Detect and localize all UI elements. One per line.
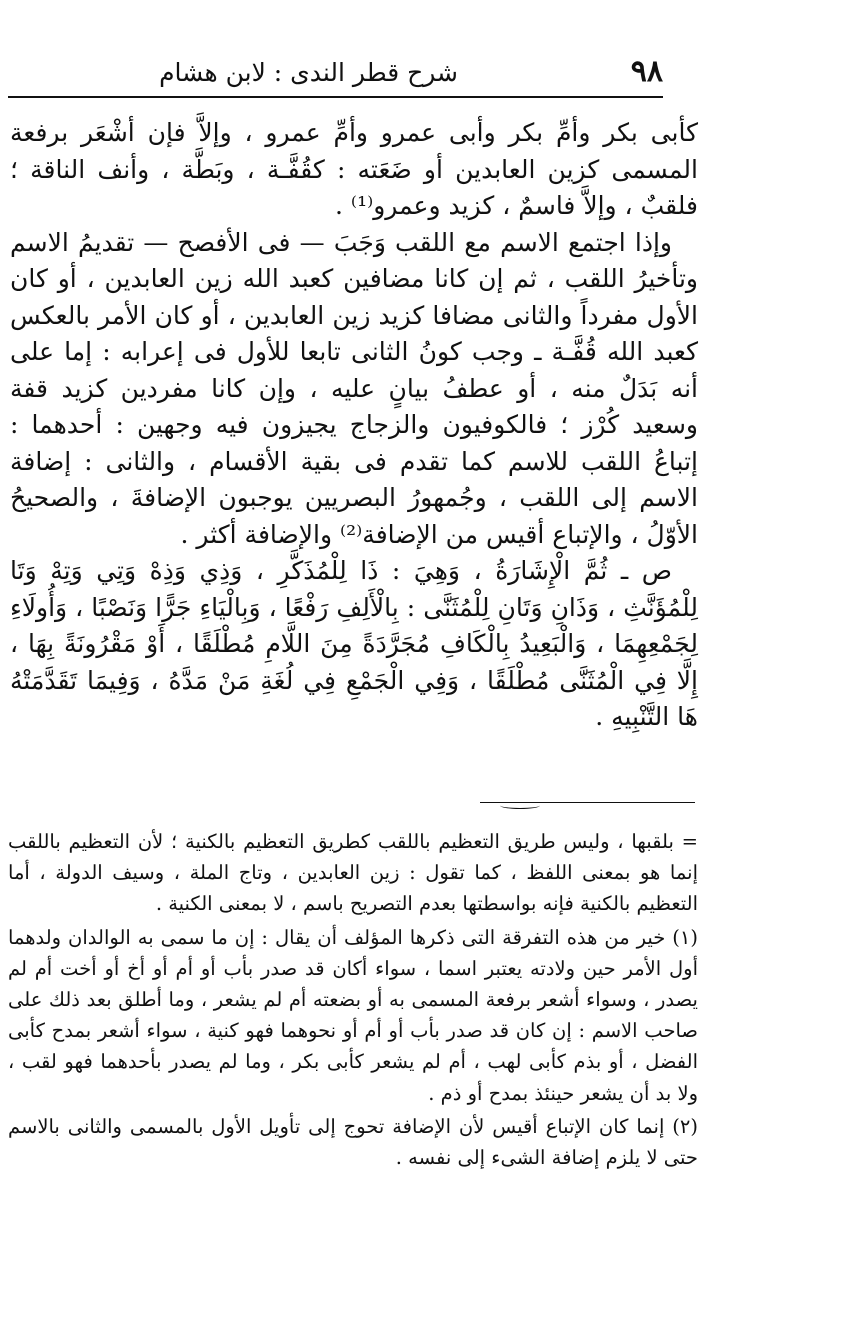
paragraph-demonstratives-text: ص ـ ثُمَّ الْإِشَارَةُ ، وَهِيَ : ذَا لِلْمُذَكَّرِ ، وَذِي وَذِهْ وَتِي وَتِهْ وَتَا لِلْمُؤَنَّثِ ، وَذَانِ وَتَانِ لِلْمُثَنَّى : بِالْأَلِفِ رَفْعًا ، وَبِالْيَاءِ جَرًّا وَنَصْبًا ، وَأُولَاءِ لِجَمْعِهِمَا ، وَالْبَعِيدُ بِالْكَافِ مُجَرَّدَةً مِنَ اللَّامِ مُطْلَقًا ، أَوْ مَقْرُونَةً بِهَا ، إِلَّا فِي الْمُثَنَّى مُطْلَقًا ، وَفِي الْجَمْعِ فِي لُغَةِ مَنْ مَدَّهُ ، وَفِيمَا تَقَدَّمَتْهُ هَا التَّنْبِيهِ . bbox=[10, 556, 698, 731]
paragraph-names-definition: كأبى بكر وأمِّ بكر وأبى عمرو وأمِّ عمرو ، وإلاَّ فإن أشْعَر برفعة المسمى كزين العابدين أو ضَعَته : كقُفَّـة ، وبَطَّة ، وأنف الناقة ؛ فلقبٌ ، وإلاَّ فاسمٌ ، كزيد وعمرو⁽¹⁾ . bbox=[10, 118, 698, 220]
footnote-separator-ornament bbox=[500, 802, 540, 809]
footnote-2: (٢) إنما كان الإتباع أقيس لأن الإضافة تحوج إلى تأويل الأول بالمسمى والثانى بالاسم حتى لا يلزم إضافة الشىء إلى نفسه . bbox=[8, 1114, 698, 1170]
page-header bbox=[8, 52, 663, 98]
paragraph-name-and-title: وإذا اجتمع الاسم مع اللقب وَجَبَ — فى الأفصح — تقديمُ الاسم وتأخيرُ اللقب ، ثم إن كانا مضافين كعبد الله زين العابدين ، أو كان الأول مفرداً والثانى مضافا كزيد زين العابدين ، أو كان الأمر بالعكس كعبد الله قُفَّـة ـ وجب كونُ الثانى تابعا للأول فى إعرابه : إما على أنه بَدَلٌ منه ، أو عطفُ بيانٍ عليه ، وإن كانا مفردين كزيد قفة وسعيد كُرْز ؛ فالكوفيون والزجاج يجيزون فيه وجهين : أحدهما : إتباعُ اللقب للاسم كما تقدم فى بقية الأقسام ، والثانى : إضافة الاسم إلى اللقب ، وجُمهورُ البصريين يوجبون الإضافةَ ، والصحيحُ الأوّلُ ، والإتباع أقيس من الإضافة⁽²⁾ والإضافة أكثر . bbox=[10, 227, 698, 549]
page-number: ٩٨ bbox=[630, 54, 663, 89]
running-title: شرح قطر الندى : لابن هشام bbox=[159, 58, 458, 87]
main-text bbox=[10, 115, 698, 736]
footnote-continuation: = بلقبها ، وليس طريق التعظيم باللقب كطريق التعظيم بالكنية ؛ لأن التعظيم باللقب إنما هو بمعنى اللفظ ، كما تقول : زين العابدين ، وتاج الملة ، وسيف الدولة ، أما التعظيم بالكنية فإنه بواسطتها بعدم التصريح باسم ، لا بمعنى الكنية . bbox=[8, 830, 698, 916]
footnote-1: (١) خير من هذه التفرقة التى ذكرها المؤلف أن يقال : إن ما سمى به الوالدان ولدهما أول الأمر حين ولادته يعتبر اسما ، سواء أكان قد صدر بأب أو أم أو أخ أو أخت أم لم يصدر ، وسواء أشعر برفعة المسمى به أو بضعته أم لم يشعر ، وما أطلق بعد ذلك على صاحب الاسم : إن كان قد صدر بأب أو أم أو نحوهما فهو كنية ، سواء أشعر بمدح كأبى الفضل ، أو بذم كأبى لهب ، أم لم يشعر كأبى بكر ، وما لم يصدر بأحدهما فهو لقب ، ولا بد أن يشعر حينئذ بمدح أو ذم . bbox=[8, 925, 698, 1105]
footnotes bbox=[8, 826, 698, 1175]
